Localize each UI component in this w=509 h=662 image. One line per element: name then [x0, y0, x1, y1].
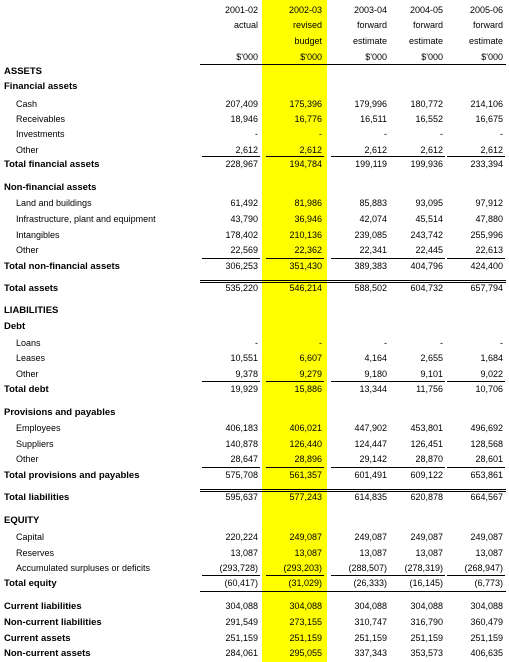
row-value: 595,637: [225, 492, 258, 502]
subtotal-rule: [447, 156, 505, 157]
row-label: Debt: [4, 321, 26, 332]
table-row: [0, 382, 509, 397]
row-value: 126,451: [410, 439, 443, 449]
row-value: 180,772: [410, 99, 443, 109]
row-value: 47,880: [475, 214, 503, 224]
row-value: 28,896: [294, 454, 322, 464]
table-row: [0, 127, 509, 142]
row-value: 61,492: [230, 198, 258, 208]
table-row: [0, 468, 509, 483]
row-value: 406,021: [289, 423, 322, 433]
table-row: [0, 367, 509, 382]
section-rule: [200, 591, 506, 592]
row-value: 9,279: [299, 369, 322, 379]
header-cell: 2001-02: [224, 5, 258, 15]
row-value: 10,706: [475, 384, 503, 394]
row-value: 43,790: [230, 214, 258, 224]
subtotal-rule: [331, 575, 389, 576]
table-row: [0, 576, 509, 591]
row-value: (31,029): [288, 578, 322, 588]
row-value: 210,136: [289, 230, 322, 240]
subtotal-rule: [447, 575, 505, 576]
header-cell: estimate: [468, 36, 503, 46]
row-value: 304,088: [354, 601, 387, 611]
row-value: 9,022: [480, 369, 503, 379]
table-row: [0, 530, 509, 545]
header-cell: 2003-04: [353, 5, 387, 15]
row-value: -: [319, 338, 322, 348]
row-label: Intangibles: [16, 230, 60, 240]
row-value: 306,253: [225, 261, 258, 271]
row-value: 18,946: [230, 114, 258, 124]
subtotal-rule: [266, 258, 324, 259]
row-value: -: [255, 129, 258, 139]
row-value: 561,357: [289, 470, 322, 480]
row-value: 251,159: [354, 633, 387, 643]
table-row: [0, 599, 509, 614]
subtotal-rule: [266, 381, 324, 382]
row-value: (293,728): [219, 563, 258, 573]
table-row: [0, 615, 509, 630]
subtotal-rule: [202, 258, 260, 259]
row-value: 251,159: [289, 633, 322, 643]
header-row-years: [0, 3, 509, 18]
row-value: 2,612: [235, 145, 258, 155]
subtotal-rule: [447, 467, 505, 468]
row-label: Land and buildings: [16, 198, 92, 208]
table-row: [0, 97, 509, 112]
row-value: 389,383: [354, 261, 387, 271]
row-value: 353,573: [410, 648, 443, 658]
row-value: 496,692: [470, 423, 503, 433]
row-value: 249,087: [289, 532, 322, 542]
row-value: 2,612: [299, 145, 322, 155]
table-row: [0, 281, 509, 296]
row-value: -: [500, 129, 503, 139]
header-cell: $'000: [236, 52, 258, 62]
row-value: 6,607: [299, 353, 322, 363]
row-label: Loans: [16, 338, 41, 348]
row-value: 424,400: [470, 261, 503, 271]
row-value: 175,396: [289, 99, 322, 109]
row-value: 28,647: [230, 454, 258, 464]
subtotal-rule: [447, 258, 505, 259]
row-value: -: [384, 338, 387, 348]
row-value: 28,870: [415, 454, 443, 464]
row-value: 9,180: [364, 369, 387, 379]
row-label: Current liabilities: [4, 601, 82, 612]
header-cell: estimate: [352, 36, 387, 46]
row-label: Reserves: [16, 548, 55, 558]
row-value: 9,378: [235, 369, 258, 379]
row-value: 251,159: [470, 633, 503, 643]
subtotal-rule: [202, 381, 260, 382]
row-value: 304,088: [289, 601, 322, 611]
row-value: 316,790: [410, 617, 443, 627]
subtotal-rule: [387, 258, 445, 259]
header-cell: 2005-06: [469, 5, 503, 15]
row-label: EQUITY: [4, 515, 40, 526]
subtotal-rule: [331, 156, 389, 157]
table-row: [0, 513, 509, 528]
row-value: 13,087: [230, 548, 258, 558]
row-value: 28,601: [475, 454, 503, 464]
row-value: (278,319): [404, 563, 443, 573]
table-row: [0, 405, 509, 420]
row-value: 249,087: [410, 532, 443, 542]
table-row: [0, 437, 509, 452]
subtotal-rule: [447, 381, 505, 382]
row-value: 284,061: [225, 648, 258, 658]
row-value: 93,095: [415, 198, 443, 208]
table-row: [0, 180, 509, 195]
row-label: Total equity: [4, 578, 57, 589]
row-value: 128,568: [470, 439, 503, 449]
subtotal-rule: [266, 467, 324, 468]
total-double-rule: [200, 280, 506, 283]
row-label: Suppliers: [16, 439, 54, 449]
row-value: 2,612: [420, 145, 443, 155]
row-value: 13,087: [475, 548, 503, 558]
row-value: 16,776: [294, 114, 322, 124]
row-value: 140,878: [225, 439, 258, 449]
row-value: 295,055: [289, 648, 322, 658]
header-cell: budget: [294, 36, 322, 46]
row-value: 447,902: [354, 423, 387, 433]
table-row: [0, 452, 509, 467]
row-value: -: [440, 338, 443, 348]
row-value: 2,612: [480, 145, 503, 155]
table-row: [0, 631, 509, 646]
row-value: 664,567: [470, 492, 503, 502]
row-value: 228,967: [225, 159, 258, 169]
row-value: 1,684: [480, 353, 503, 363]
table-row: [0, 303, 509, 318]
row-value: 291,549: [225, 617, 258, 627]
row-value: 179,996: [354, 99, 387, 109]
row-value: (268,947): [464, 563, 503, 573]
row-value: 220,224: [225, 532, 258, 542]
row-label: ASSETS: [4, 66, 43, 77]
table-row: [0, 561, 509, 576]
table-row: [0, 646, 509, 661]
row-value: 406,183: [225, 423, 258, 433]
row-value: 9,101: [420, 369, 443, 379]
row-value: -: [319, 129, 322, 139]
row-value: 13,344: [359, 384, 387, 394]
row-value: -: [384, 129, 387, 139]
row-value: 13,087: [294, 548, 322, 558]
row-label: Investments: [16, 129, 65, 139]
row-value: 609,122: [410, 470, 443, 480]
header-row-units: [0, 50, 509, 65]
header-cell: $'000: [365, 52, 387, 62]
row-value: (6,773): [474, 578, 503, 588]
row-value: 404,796: [410, 261, 443, 271]
subtotal-rule: [266, 575, 324, 576]
table-row: [0, 79, 509, 94]
subtotal-rule: [202, 156, 260, 157]
header-row-line3: [0, 34, 509, 49]
header-row-line2: [0, 18, 509, 33]
row-value: 22,341: [359, 245, 387, 255]
row-value: 194,784: [289, 159, 322, 169]
row-value: 13,087: [415, 548, 443, 558]
header-cell: 2002-03: [288, 5, 322, 15]
table-row: [0, 421, 509, 436]
row-value: 273,155: [289, 617, 322, 627]
table-row: [0, 112, 509, 127]
row-label: Non-financial assets: [4, 182, 97, 193]
row-label: Non-current assets: [4, 648, 91, 659]
subtotal-rule: [387, 575, 445, 576]
row-value: 304,088: [225, 601, 258, 611]
row-value: 42,074: [359, 214, 387, 224]
header-cell: forward: [472, 20, 503, 30]
row-value: 653,861: [470, 470, 503, 480]
table-row: [0, 351, 509, 366]
row-value: 22,569: [230, 245, 258, 255]
row-value: 251,159: [225, 633, 258, 643]
subtotal-rule: [266, 156, 324, 157]
row-value: (293,203): [283, 563, 322, 573]
row-value: 126,440: [289, 439, 322, 449]
row-label: Total financial assets: [4, 159, 100, 170]
row-value: 304,088: [470, 601, 503, 611]
row-value: 22,362: [294, 245, 322, 255]
row-label: Receivables: [16, 114, 66, 124]
row-value: 577,243: [289, 492, 322, 502]
row-label: Other: [16, 245, 39, 255]
row-value: (26,333): [353, 578, 387, 588]
row-value: 304,088: [410, 601, 443, 611]
row-value: 351,430: [289, 261, 322, 271]
row-value: (60,417): [224, 578, 258, 588]
row-value: 360,479: [470, 617, 503, 627]
table-row: [0, 490, 509, 505]
subtotal-rule: [331, 467, 389, 468]
table-row: [0, 319, 509, 334]
row-value: 13,087: [359, 548, 387, 558]
header-cell: forward: [412, 20, 443, 30]
header-cell: 2004-05: [409, 5, 443, 15]
row-value: 16,511: [360, 114, 387, 124]
row-value: 2,655: [420, 353, 443, 363]
row-value: 10,551: [230, 353, 258, 363]
row-label: Other: [16, 145, 39, 155]
row-label: Other: [16, 454, 39, 464]
table-row: [0, 196, 509, 211]
row-label: Accumulated surpluses or deficits: [16, 563, 151, 573]
row-value: 36,946: [294, 214, 322, 224]
row-label: Financial assets: [4, 81, 78, 92]
row-value: 239,085: [354, 230, 387, 240]
row-value: 199,119: [355, 159, 387, 169]
row-value: 601,491: [354, 470, 387, 480]
row-value: (288,507): [348, 563, 387, 573]
subtotal-rule: [331, 258, 389, 259]
row-value: 251,159: [410, 633, 443, 643]
table-row: [0, 546, 509, 561]
row-value: 29,142: [359, 454, 387, 464]
row-value: 255,996: [470, 230, 503, 240]
row-value: 16,675: [475, 114, 503, 124]
row-value: 11,756: [416, 384, 443, 394]
row-label: Total assets: [4, 283, 59, 294]
row-value: 214,106: [470, 99, 503, 109]
row-value: -: [500, 338, 503, 348]
row-label: Total liabilities: [4, 492, 70, 503]
row-label: Other: [16, 369, 39, 379]
row-label: LIABILITIES: [4, 305, 59, 316]
row-value: 16,552: [415, 114, 443, 124]
header-cell: estimate: [408, 36, 443, 46]
row-value: 19,929: [230, 384, 258, 394]
subtotal-rule: [387, 156, 445, 157]
subtotal-rule: [387, 381, 445, 382]
row-label: Total non-financial assets: [4, 261, 120, 272]
row-value: 546,214: [289, 283, 322, 293]
table-row: [0, 64, 509, 79]
row-value: 207,409: [225, 99, 258, 109]
row-value: 249,087: [354, 532, 387, 542]
row-value: 588,502: [354, 283, 387, 293]
row-label: Total provisions and payables: [4, 470, 140, 481]
row-label: Infrastructure, plant and equipment: [16, 214, 156, 224]
row-value: (16,145): [409, 578, 443, 588]
table-row: [0, 336, 509, 351]
row-value: 406,635: [470, 648, 503, 658]
table-row: [0, 228, 509, 243]
row-value: 124,447: [354, 439, 387, 449]
row-label: Total debt: [4, 384, 49, 395]
subtotal-rule: [331, 381, 389, 382]
row-value: 337,343: [354, 648, 387, 658]
subtotal-rule: [387, 467, 445, 468]
row-label: Cash: [16, 99, 38, 109]
row-value: 575,708: [225, 470, 258, 480]
header-cell: actual: [233, 20, 258, 30]
header-cell: revised: [292, 20, 322, 30]
header-cell: $'000: [421, 52, 443, 62]
subtotal-rule: [202, 467, 260, 468]
header-cell: $'000: [300, 52, 322, 62]
row-value: 4,164: [364, 353, 387, 363]
row-value: 310,747: [354, 617, 387, 627]
row-value: 199,936: [410, 159, 443, 169]
row-value: 620,878: [410, 492, 443, 502]
table-row: [0, 259, 509, 274]
row-value: 97,912: [475, 198, 503, 208]
row-value: 2,612: [364, 145, 387, 155]
row-value: 81,986: [294, 198, 322, 208]
table-row: [0, 243, 509, 258]
row-label: Provisions and payables: [4, 407, 116, 418]
row-label: Leases: [16, 353, 46, 363]
row-value: -: [440, 129, 443, 139]
header-cell: $'000: [481, 52, 503, 62]
row-label: Current assets: [4, 633, 71, 644]
row-value: 453,801: [410, 423, 443, 433]
row-value: 178,402: [225, 230, 258, 240]
row-label: Capital: [16, 532, 45, 542]
row-value: 657,794: [470, 283, 503, 293]
row-value: 85,883: [359, 198, 387, 208]
total-double-rule: [200, 489, 506, 492]
row-value: 233,394: [470, 159, 503, 169]
row-value: 22,613: [475, 245, 503, 255]
row-label: Non-current liabilities: [4, 617, 102, 628]
subtotal-rule: [202, 575, 260, 576]
row-value: 604,732: [410, 283, 443, 293]
header-cell: forward: [356, 20, 387, 30]
row-value: 45,514: [415, 214, 443, 224]
row-value: 614,835: [354, 492, 387, 502]
row-value: 15,886: [294, 384, 322, 394]
row-value: 535,220: [225, 283, 258, 293]
row-label: Employees: [16, 423, 61, 433]
row-value: -: [255, 338, 258, 348]
row-value: 243,742: [410, 230, 443, 240]
row-value: 22,445: [415, 245, 443, 255]
row-value: 249,087: [470, 532, 503, 542]
table-row: [0, 157, 509, 172]
table-row: [0, 212, 509, 227]
